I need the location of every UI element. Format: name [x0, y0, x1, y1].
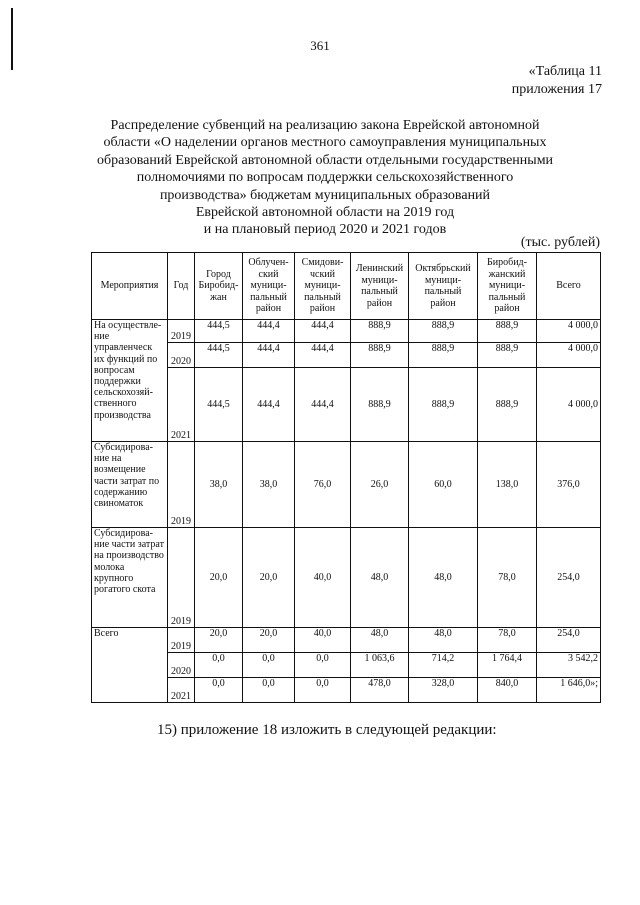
- value-cell: 1 764,4: [478, 653, 537, 678]
- activity-cell: Всего: [92, 628, 168, 703]
- value-cell: 138,0: [478, 442, 537, 528]
- value-cell: 4 000,0: [537, 343, 601, 368]
- table-reference-line2: приложения 17: [511, 82, 602, 97]
- value-cell: 0,0: [243, 678, 295, 703]
- value-cell: 76,0: [295, 442, 351, 528]
- value-cell: 888,9: [409, 320, 478, 343]
- year-cell: 2019: [168, 628, 195, 653]
- title-line: производства» бюджетам муниципальных образований: [159, 187, 491, 203]
- table-row: [92, 368, 601, 442]
- value-cell: 3 542,2: [537, 653, 601, 678]
- value-cell: 888,9: [351, 320, 409, 343]
- title-line: образований Еврейской автономной области отдельными государственными: [96, 152, 554, 168]
- value-cell: 48,0: [351, 528, 409, 628]
- year-cell: 2020: [168, 343, 195, 368]
- value-cell: 444,4: [243, 368, 295, 442]
- value-cell: 1 063,6: [351, 653, 409, 678]
- header-total: Всего: [537, 253, 601, 320]
- header-smidovichsky: Смидови-чский муници-пальный район: [295, 253, 351, 320]
- value-cell: 4 000,0: [537, 368, 601, 442]
- value-cell: 0,0: [295, 678, 351, 703]
- value-cell: 444,5: [195, 320, 243, 343]
- value-cell: 888,9: [478, 320, 537, 343]
- title-line: области «О наделении органов местного самоуправления муниципальных: [103, 135, 547, 151]
- subvention-table: [91, 252, 601, 703]
- value-cell: 0,0: [243, 653, 295, 678]
- value-cell: 0,0: [195, 678, 243, 703]
- value-cell: 444,4: [243, 320, 295, 343]
- table-row: [92, 442, 601, 528]
- value-cell: 0,0: [195, 653, 243, 678]
- year-cell: 2021: [168, 678, 195, 703]
- year-cell: 2020: [168, 653, 195, 678]
- value-cell: 40,0: [295, 528, 351, 628]
- value-cell: 888,9: [351, 343, 409, 368]
- value-cell: 444,4: [243, 343, 295, 368]
- header-obluchensky: Облучен-ский муници-пальный район: [243, 253, 295, 320]
- value-cell: 444,4: [295, 320, 351, 343]
- value-cell: 888,9: [478, 368, 537, 442]
- value-cell: 20,0: [243, 528, 295, 628]
- title-line: полномочиями по вопросам поддержки сельскохозяйственного: [136, 170, 514, 186]
- header-birobidzhansky: Биробид-жанский муници-пальный район: [478, 253, 537, 320]
- year-cell: 2019: [168, 442, 195, 528]
- value-cell: 328,0: [409, 678, 478, 703]
- table-row: [92, 320, 601, 343]
- title-line: Еврейской автономной области на 2019 год: [195, 205, 455, 221]
- value-cell: 714,2: [409, 653, 478, 678]
- units-label: (тыс. рублей): [520, 235, 600, 250]
- value-cell: 38,0: [195, 442, 243, 528]
- table-row: [92, 653, 601, 678]
- value-cell: 888,9: [409, 368, 478, 442]
- value-cell: 20,0: [195, 628, 243, 653]
- value-cell: 888,9: [409, 343, 478, 368]
- year-cell: 2021: [168, 368, 195, 442]
- year-cell: 2019: [168, 528, 195, 628]
- activity-cell: Субсидирова-ние на возмещение части затрат по содержанию свиноматок: [92, 442, 168, 528]
- value-cell: 444,5: [195, 368, 243, 442]
- value-cell: 40,0: [295, 628, 351, 653]
- value-cell: 20,0: [195, 528, 243, 628]
- header-year: Год: [168, 253, 195, 320]
- value-cell: 1 646,0»;: [537, 678, 601, 703]
- value-cell: 48,0: [351, 628, 409, 653]
- value-cell: 254,0: [537, 528, 601, 628]
- value-cell: 20,0: [243, 628, 295, 653]
- value-cell: 78,0: [478, 628, 537, 653]
- value-cell: 888,9: [478, 343, 537, 368]
- value-cell: 0,0: [295, 653, 351, 678]
- footer-text: 15) приложение 18 изложить в следующей редакции:: [157, 722, 497, 738]
- page-number: 361: [310, 38, 330, 53]
- table-header-row: [92, 253, 601, 320]
- value-cell: 38,0: [243, 442, 295, 528]
- value-cell: 60,0: [409, 442, 478, 528]
- value-cell: 478,0: [351, 678, 409, 703]
- value-cell: 48,0: [409, 528, 478, 628]
- table-reference: [512, 63, 602, 99]
- table-row: [92, 343, 601, 368]
- value-cell: 26,0: [351, 442, 409, 528]
- table-row: [92, 678, 601, 703]
- header-oktyabrsky: Октябрьский муници-пальный район: [409, 253, 478, 320]
- activity-cell: Субсидирова-ние части затрат на производство молока крупного рогатого скота: [92, 528, 168, 628]
- title-line: и на плановый период 2020 и 2021 годов: [203, 222, 447, 238]
- table-reference-line1: «Таблица 11: [528, 64, 602, 79]
- header-leninsky: Ленинский муници-пальный район: [351, 253, 409, 320]
- value-cell: 840,0: [478, 678, 537, 703]
- year-cell: 2019: [168, 320, 195, 343]
- value-cell: 78,0: [478, 528, 537, 628]
- header-birobidzhan: Город Биробид-жан: [195, 253, 243, 320]
- title-line: Распределение субвенций на реализацию закона Еврейской автономной: [110, 118, 540, 133]
- value-cell: 444,4: [295, 368, 351, 442]
- value-cell: 444,4: [295, 343, 351, 368]
- value-cell: 888,9: [351, 368, 409, 442]
- header-activity: Мероприятия: [92, 253, 168, 320]
- table-row: [92, 528, 601, 628]
- value-cell: 376,0: [537, 442, 601, 528]
- value-cell: 444,5: [195, 343, 243, 368]
- value-cell: 48,0: [409, 628, 478, 653]
- value-cell: 254,0: [537, 628, 601, 653]
- activity-cell: На осуществле-ние управленческ их функций по вопросам поддержки сельскохозяй-ственного производства: [92, 320, 168, 442]
- value-cell: 4 000,0: [537, 320, 601, 343]
- document-title: [95, 117, 555, 239]
- table-row: [92, 628, 601, 653]
